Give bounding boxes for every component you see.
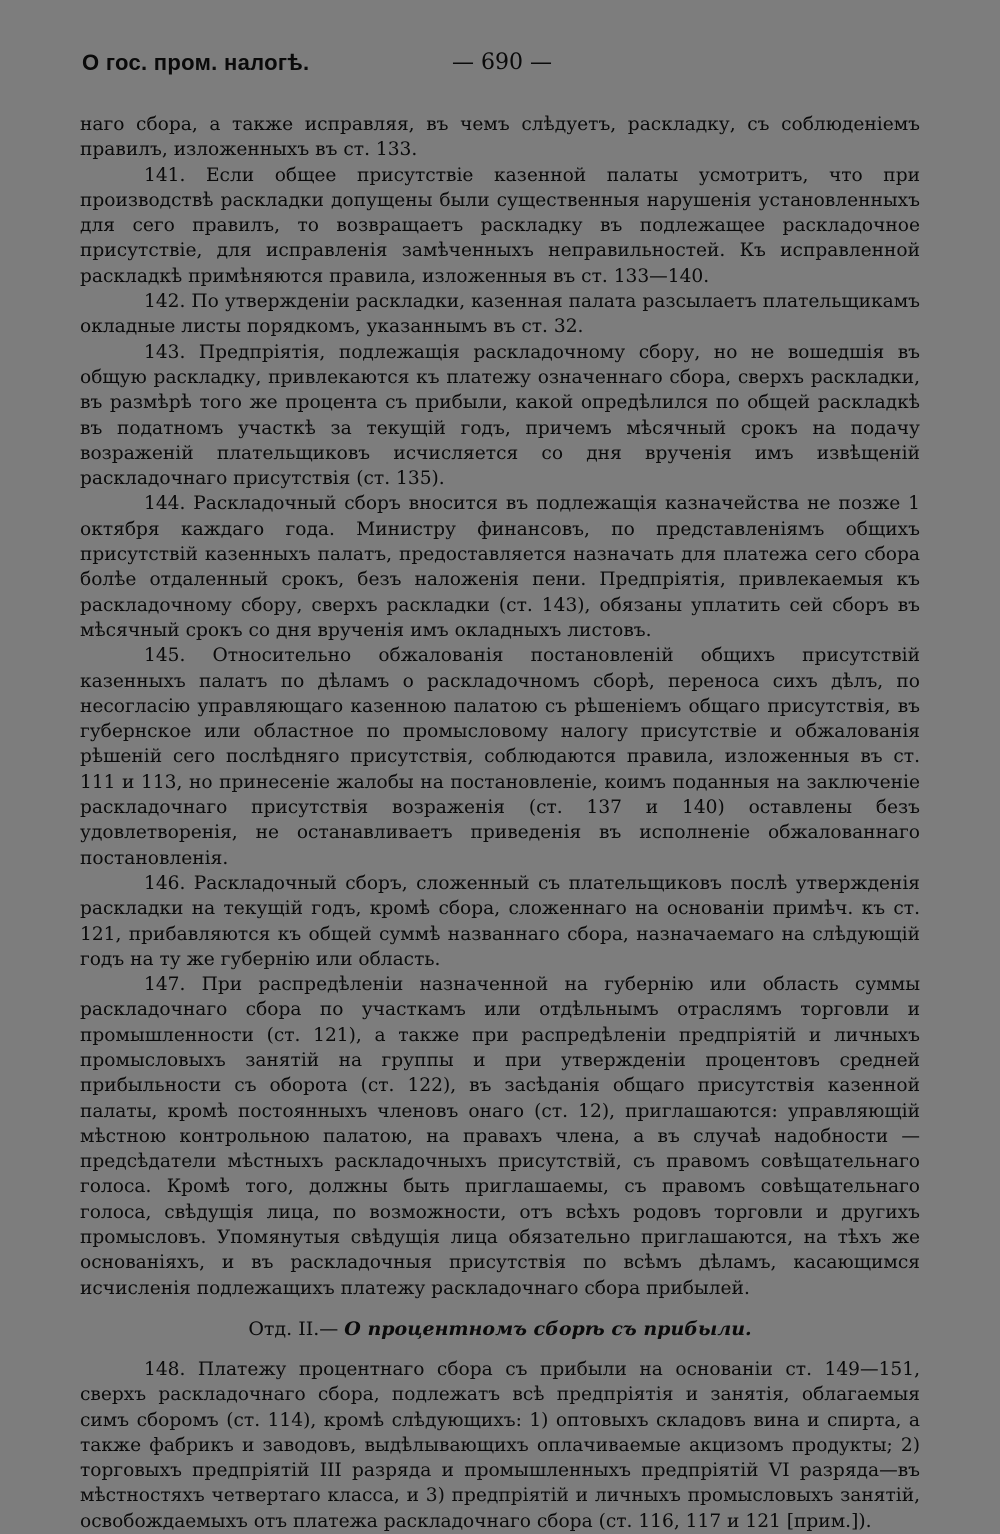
section-heading bbox=[80, 1315, 920, 1343]
paragraph-art-143: 143. Предпріятія, подлежащія раскладочному сбору, но не вошедшія въ общую раскладку, привлекаются къ платежу означеннаго сбора, сверхъ раскладки, въ размѣрѣ того же процента съ прибыли, какой опредѣлился по общей раскладкѣ въ податномъ участкѣ за текущій годъ, причемъ мѣсячный срокъ на подачу возраженій плательщиковъ исчисляется со дня врученія имъ извѣщеній раскладочнаго присутствія (ст. 135). bbox=[80, 341, 920, 490]
section-title: О процентномъ сборѣ съ прибыли. bbox=[344, 1317, 752, 1340]
paragraph-art-142: 142. По утвержденіи раскладки, казенная палата разсылаетъ плательщикамъ окладные листы порядкомъ, указаннымъ въ ст. 32. bbox=[80, 291, 920, 338]
paragraph-continuation: наго сбора, а также исправляя, въ чемъ слѣдуетъ, раскладку, съ соблюденіемъ правилъ, изложенныхъ въ ст. 133. bbox=[80, 114, 920, 161]
paragraph-art-145: 145. Относительно обжалованія постановленій общихъ присутствій казенныхъ палатъ по дѣламъ о раскладочномъ сборѣ, переноса сихъ дѣлъ, по несогласію управляющаго казенною палатою съ рѣшеніемъ общаго присутствія, въ губернское или областное по промысловому налогу присутствіе и обжалованія рѣшеній сего послѣдняго присутствія, соблюдаются правила, изложенныя въ ст. 111 и 113, но принесеніе жалобы на постановленіе, коимъ поданныя на заключеніе раскладочнаго присутствія возраженія (ст. 137 и 140) оставлены безъ удовлетворенія, не останавливаетъ приведенія въ исполненіе обжалованнаго постановленія. bbox=[80, 645, 920, 869]
paragraph-art-146: 146. Раскладочный сборъ, сложенный съ плательщиковъ послѣ утвержденія раскладки на текущій годъ, кромѣ сбора, сложеннаго на основаніи примѣч. къ ст. 121, прибавляются къ общей суммѣ названнаго сбора, назначаемаго на слѣдующій годъ на ту же губернію или область. bbox=[80, 872, 920, 970]
section-label: Отд. II.— bbox=[248, 1317, 339, 1340]
page-number: — 690 — bbox=[452, 50, 552, 75]
paragraph-art-141: 141. Если общее присутствіе казенной палаты усмотритъ, что при производствѣ раскладки допущены были существенныя нарушенія установленныхъ для сего правилъ, то возвращаетъ раскладку въ подлежащее раскладочное присутствіе, для исправленія замѣченныхъ неправильностей. Къ исправленной раскладкѣ примѣняются правила, изложенныя въ ст. 133—140. bbox=[80, 164, 920, 287]
page-header bbox=[82, 50, 922, 86]
paragraph-art-144: 144. Раскладочный сборъ вносится въ подлежащія казначейства не позже 1 октября каждаго года. Министру финансовъ, по представленіямъ общихъ присутствій казенныхъ палатъ, предоставляется назначать для платежа сего сбора болѣе отдаленный срокъ, безъ наложенія пени. Предпріятія, привлекаемыя къ раскладочному сбору, сверхъ раскладки (ст. 143), обязаны уплатить сей сборъ въ мѣсячный срокъ со дня врученія имъ окладныхъ листовъ. bbox=[80, 493, 920, 641]
paragraph-art-147: 147. При распредѣленіи назначенной на губернію или область суммы раскладочнаго сбора по участкамъ или отдѣльнымъ отраслямъ торговли и промышленности (ст. 121), а также при распредѣленіи предпріятій и личныхъ промысловыхъ занятій на группы и при утвержденіи процентовъ средней прибыльности съ оборота (ст. 122), въ засѣданія общаго присутствія казенной палаты, кромѣ постоянныхъ членовъ онаго (ст. 12), приглашаются: управляющій мѣстною контрольною палатою, на правахъ члена, а въ случаѣ надобности — предсѣдатели мѣстныхъ раскладочныхъ присутствій, съ правомъ совѣщательнаго голоса. Кромѣ того, должны быть приглашаемы, съ правомъ совѣщательнаго голоса, свѣдущія лица, по возможности, отъ всѣхъ родовъ торговли и другихъ промысловъ. Упомянутыя свѣдущія лица обязательно приглашаются, на тѣхъ же основаніяхъ, и въ раскладочныя присутствія по всѣмъ дѣламъ, касающимся исчисленія подлежащихъ платежу раскладочнаго сбора прибылей. bbox=[80, 974, 920, 1299]
running-head: О гос. пром. налогѣ. bbox=[82, 50, 310, 75]
paragraph-art-148: 148. Платежу процентнаго сбора съ прибыли на основаніи ст. 149—151, сверхъ раскладочнаго сбора, подлежатъ всѣ предпріятія и занятія, облагаемыя симъ сборомъ (ст. 114), кромѣ слѣдующихъ: 1) оптовыхъ складовъ вина и спирта, а также фабрикъ и заводовъ, выдѣлывающихъ оплачиваемые акцизомъ продукты; 2) торговыхъ предпріятій III разряда и промышленныхъ предпріятій VI разряда—въ мѣстностяхъ четвертаго класса, и 3) предпріятій и личныхъ промысловыхъ занятій, освобождаемыхъ отъ платежа раскладочнаго сбора (ст. 116, 117 и 121 [прим.]). bbox=[80, 1358, 920, 1532]
body-text bbox=[80, 112, 920, 1534]
